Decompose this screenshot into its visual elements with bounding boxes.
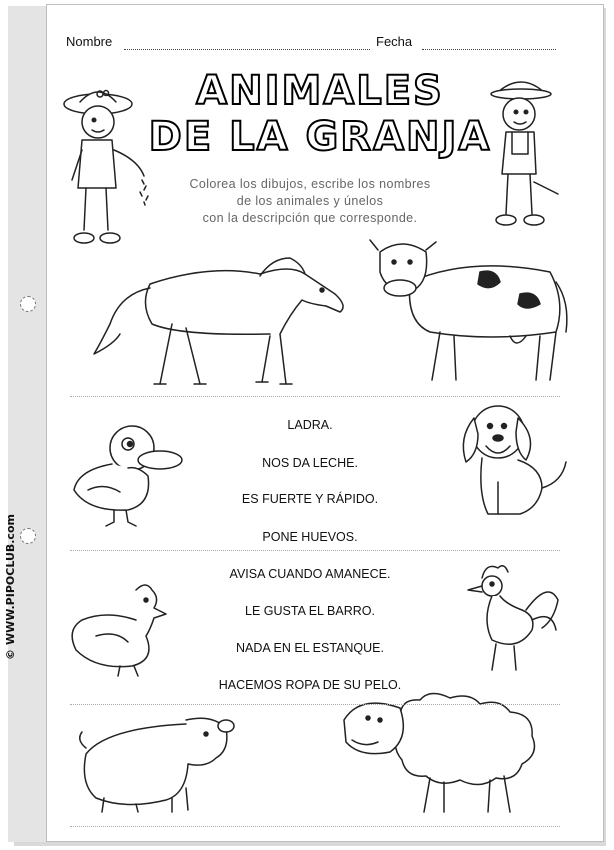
sheep-illustration: [340, 688, 550, 818]
name-field[interactable]: [124, 49, 370, 50]
farmer-boy-illustration: [486, 74, 556, 234]
description-phrase: LADRA.: [287, 418, 333, 432]
instruction-line: de los animales y únelos: [236, 194, 384, 208]
instruction-line: Colorea los dibujos, escribe los nombres: [189, 177, 431, 191]
title-line-2: DE LA GRANJA: [148, 114, 492, 160]
instruction-line: con la descripción que corresponde.: [202, 211, 418, 225]
site-credit: [4, 514, 17, 660]
answer-line[interactable]: [70, 550, 560, 551]
hen-illustration: [66, 580, 186, 676]
answer-line[interactable]: [70, 704, 560, 705]
answer-line[interactable]: [70, 826, 560, 827]
date-label: Fecha: [376, 34, 413, 49]
instructions: [160, 176, 460, 227]
description-phrase: ES FUERTE Y RÁPIDO.: [241, 492, 379, 506]
description-phrase: NADA EN EL ESTANQUE.: [236, 641, 384, 655]
description-phrase: PONE HUEVOS.: [262, 530, 358, 544]
horse-illustration: [90, 244, 352, 394]
rooster-illustration: [462, 560, 562, 680]
description-phrase: NOS DA LECHE.: [262, 456, 358, 470]
site-url: WWW.PIPOCLUB.com: [4, 514, 17, 645]
farm-girl-illustration: [58, 80, 158, 255]
punch-hole-icon: [20, 296, 36, 312]
punch-hole-icon: [20, 528, 36, 544]
copyright-symbol: ©: [4, 649, 17, 660]
date-field[interactable]: [422, 49, 556, 50]
pig-illustration: [76, 714, 236, 814]
duck-illustration: [68, 420, 186, 530]
description-phrase: HACEMOS ROPA DE SU PELO.: [218, 678, 402, 692]
name-label: Nombre: [66, 34, 113, 49]
title-line-1: ANIMALES: [196, 68, 444, 114]
dog-illustration: [458, 398, 576, 522]
binder-strip: [8, 6, 49, 842]
answer-line[interactable]: [70, 396, 560, 397]
description-phrase: LE GUSTA EL BARRO.: [245, 604, 375, 618]
description-phrase: AVISA CUANDO AMANECE.: [229, 567, 391, 581]
cow-illustration: [370, 232, 570, 392]
